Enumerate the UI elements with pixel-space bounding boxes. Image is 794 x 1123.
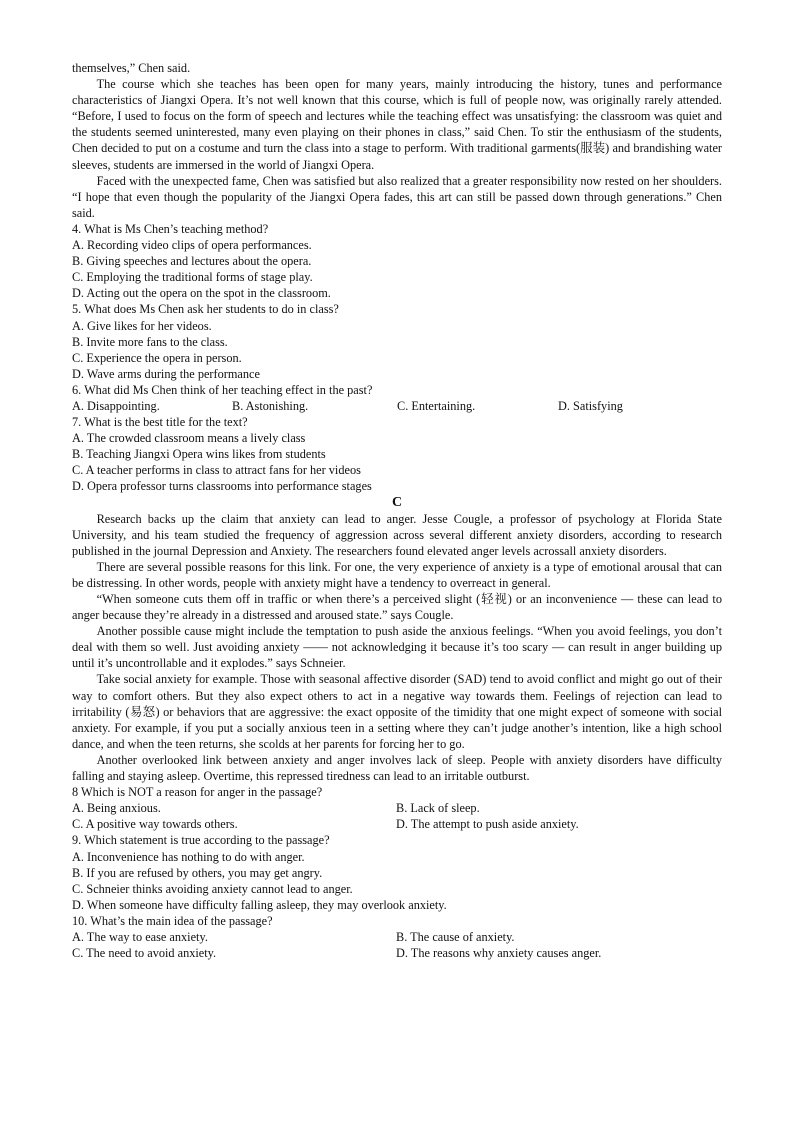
question-9-option-a: A. Inconvenience has nothing to do with anger.	[72, 849, 305, 864]
question-6-option-b: B. Astonishing.	[232, 398, 309, 413]
question-9: 9. Which statement is true according to the passage?	[72, 833, 330, 848]
passage-b-paragraph-1: The course which she teaches has been open for many years, mainly introducing the history, tunes and performance characteristics of Jiangxi Opera. It’s not well known that this course, which is full of people now, was originally rarely attended. “Before, I used to focus on the form of speech and lectures while the teaching effect was unsatisfying: the classroom was quiet and the students seemed uninterested, many even playing on their phones in class,” said Chen. To stir the enthusiasm of the students, Chen decided to put on a costume and turn the class into a stage to perform. With traditional garments(服装) and brandishing water sleeves, students are immersed in the world of Jiangxi Opera.	[72, 77, 722, 172]
question-4: 4. What is Ms Chen’s teaching method?	[72, 221, 269, 236]
question-8-option-b: B. Lack of sleep.	[396, 801, 480, 816]
question-8-option-d: D. The attempt to push aside anxiety.	[396, 817, 579, 832]
question-10-option-a: A. The way to ease anxiety.	[72, 929, 208, 944]
question-4-option-b: B. Giving speeches and lectures about the opera.	[72, 254, 312, 269]
question-6-options	[72, 398, 722, 414]
question-10: 10. What’s the main idea of the passage?	[72, 913, 273, 928]
question-9-option-d: D. When someone have difficulty falling asleep, they may overlook anxiety.	[72, 897, 447, 912]
question-7-option-c: C. A teacher performs in class to attract fans for her videos	[72, 463, 361, 478]
question-5-option-d: D. Wave arms during the performance	[72, 366, 260, 381]
question-4-option-a: A. Recording video clips of opera performances.	[72, 238, 312, 253]
question-6-option-d: D. Satisfying	[558, 398, 623, 413]
question-5-option-a: A. Give likes for her videos.	[72, 318, 212, 333]
question-8-options-row-2	[72, 816, 722, 832]
question-6-option-c: C. Entertaining.	[397, 398, 476, 413]
question-10-options-row-1	[72, 929, 722, 945]
question-6: 6. What did Ms Chen think of her teaching effect in the past?	[72, 382, 373, 397]
passage-c-paragraph-1: Research backs up the claim that anxiety can lead to anger. Jesse Cougle, a professor of psychology at Florida State University, and his team studied the frequency of aggression across several different anxiety disorders, according to research published in the journal Depression and Anxiety. The researchers found elevated anger levels acrossall anxiety disorders.	[72, 511, 722, 558]
question-7: 7. What is the best title for the text?	[72, 415, 248, 430]
question-5-option-c: C. Experience the opera in person.	[72, 350, 242, 365]
question-10-option-b: B. The cause of anxiety.	[396, 929, 515, 944]
question-10-option-c: C. The need to avoid anxiety.	[72, 946, 217, 961]
question-5: 5. What does Ms Chen ask her students to do in class?	[72, 302, 339, 317]
section-title-c: C	[391, 494, 403, 510]
question-4-option-d: D. Acting out the opera on the spot in the classroom.	[72, 286, 331, 301]
passage-c-paragraph-5: Take social anxiety for example. Those with seasonal affective disorder (SAD) tend to avoid conflict and might go out of their way to comfort others. But they also expect others to act in a negative way towards them. Feelings of rejection can lead to irritability (易怒) or behaviors that are aggressive: the exact opposite of the timidity that one might expect of someone with social anxiety. For example, if you put a socially anxious teen in a setting where they can’t judge another’s intention, like a high school dance, and when the teen returns, she scolds at her parents for forcing her to go.	[72, 672, 722, 751]
question-4-option-c: C. Employing the traditional forms of stage play.	[72, 270, 313, 285]
passage-b-paragraph-2: Faced with the unexpected fame, Chen was satisfied but also realized that a greater responsibility now rested on her shoulders. “I hope that even though the popularity of the Jiangxi Opera fades, this art can still be passed down through generations.” Chen said.	[72, 173, 722, 220]
question-10-options-row-2	[72, 945, 722, 961]
question-8-option-a: A. Being anxious.	[72, 801, 161, 816]
question-5-option-b: B. Invite more fans to the class.	[72, 334, 228, 349]
question-7-option-d: D. Opera professor turns classrooms into performance stages	[72, 479, 372, 494]
question-8: 8 Which is NOT a reason for anger in the passage?	[72, 785, 323, 800]
question-10-option-d: D. The reasons why anxiety causes anger.	[396, 946, 602, 961]
question-6-option-a: A. Disappointing.	[72, 398, 160, 413]
question-7-option-b: B. Teaching Jiangxi Opera wins likes from students	[72, 447, 326, 462]
question-8-option-c: C. A positive way towards others.	[72, 817, 238, 832]
question-8-options-row-1	[72, 800, 722, 816]
question-9-option-c: C. Schneier thinks avoiding anxiety cannot lead to anger.	[72, 881, 353, 896]
question-9-option-b: B. If you are refused by others, you may get angry.	[72, 865, 323, 880]
passage-c-paragraph-4: Another possible cause might include the temptation to push aside the anxious feelings. “When you avoid feelings, you don’t deal with them so well. Just avoiding anxiety —— not acknowledging it because it’s too scary — can result in anger building up until it’s uncontrollable and it explodes.” says Schneier.	[72, 624, 722, 671]
passage-b-lead: themselves,” Chen said.	[72, 61, 191, 75]
passage-c-paragraph-6: Another overlooked link between anxiety and anger involves lack of sleep. People with anxiety disorders have difficulty falling and staying asleep. Overtime, this repressed tiredness can lead to an irritable outburst.	[72, 752, 722, 784]
passage-c-paragraph-3: “When someone cuts them off in traffic or when there’s a perceived slight (轻视) or an inconvenience — these can lead to anger because they’re already in a distressed and aroused state.” says Cougle.	[72, 592, 722, 623]
question-7-option-a: A. The crowded classroom means a lively class	[72, 431, 306, 446]
passage-c-paragraph-2: There are several possible reasons for this link. For one, the very experience of anxiety is a type of emotional arousal that can be distressing. In other words, people with anxiety might have a tendency to overreact in general.	[72, 559, 722, 590]
